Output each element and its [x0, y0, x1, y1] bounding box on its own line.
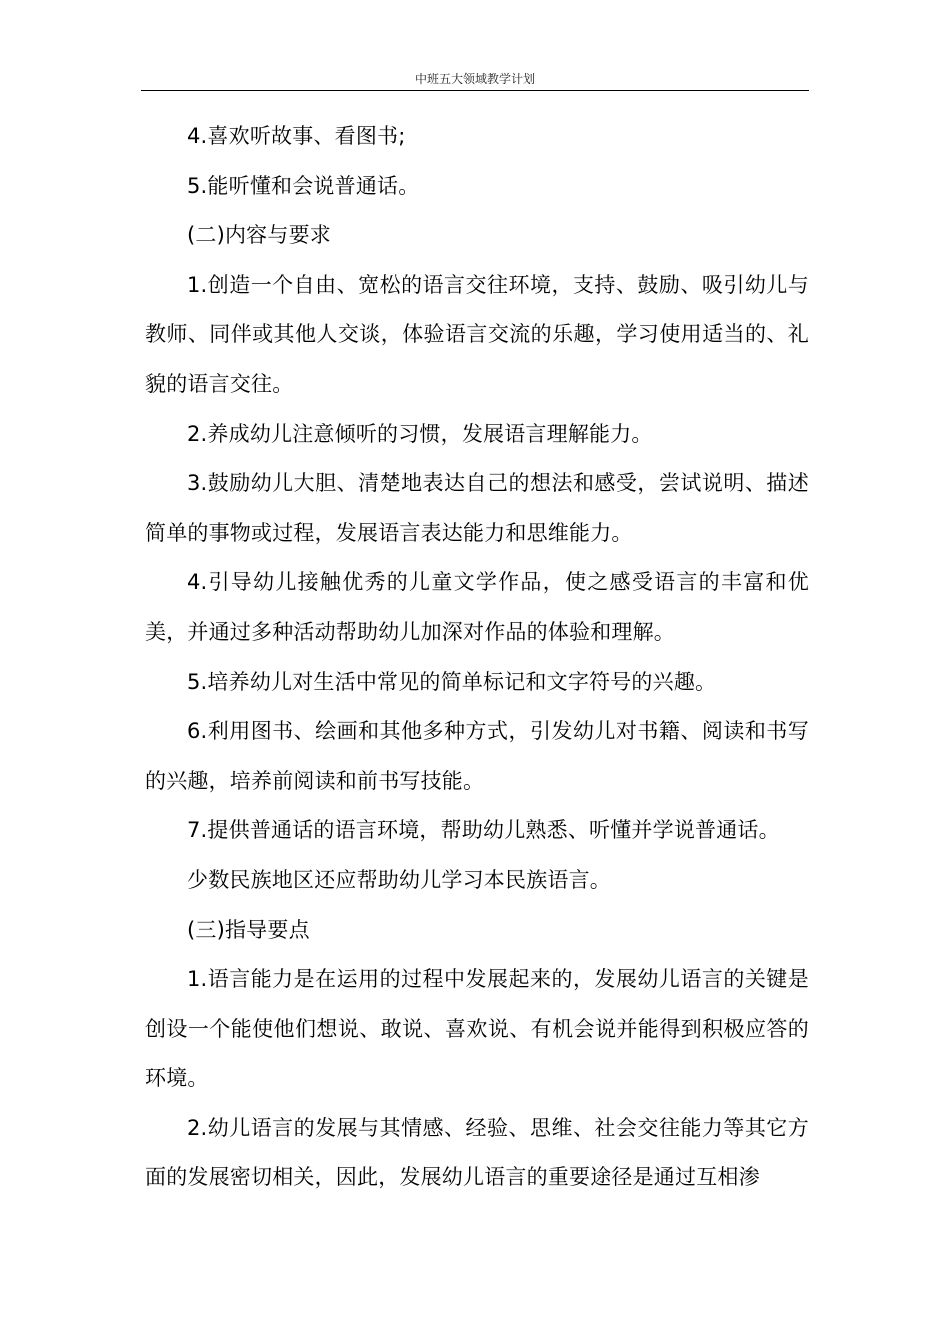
page-header — [141, 72, 809, 91]
paragraph-requirement-7: 7.提供普通话的语言环境，帮助幼儿熟悉、听懂并学说普通话。 — [187, 818, 780, 843]
paragraph-goal-5: 5.能听懂和会说普通话。 — [187, 173, 420, 198]
paragraph-guidance-1: 1.语言能力是在运用的过程中发展起来的，发展幼儿语言的关键是创设一个能使他们想说、敢说、喜欢说、有机会说并能得到积极应答的环境。 — [145, 967, 809, 1091]
paragraph-requirement-2: 2.养成幼儿注意倾听的习惯，发展语言理解能力。 — [187, 421, 653, 446]
paragraph-requirement-3: 3.鼓励幼儿大胆、清楚地表达自己的想法和感受，尝试说明、描述简单的事物或过程，发展语言表达能力和思维能力。 — [145, 471, 809, 545]
page-header-title: 中班五大领域教学计划 — [414, 72, 535, 86]
paragraph-requirement-4: 4.引导幼儿接触优秀的儿童文学作品，使之感受语言的丰富和优美，并通过多种活动帮助幼儿加深对作品的体验和理解。 — [145, 570, 809, 644]
section-heading-content-requirements: (二)内容与要求 — [187, 223, 331, 248]
paragraph-requirement-7-continued: 少数民族地区还应帮助幼儿学习本民族语言。 — [187, 867, 611, 892]
document-body — [145, 112, 809, 1203]
paragraph-requirement-5: 5.培养幼儿对生活中常见的简单标记和文字符号的兴趣。 — [187, 669, 717, 694]
paragraph-requirement-6: 6.利用图书、绘画和其他多种方式，引发幼儿对书籍、阅读和书写的兴趣，培养前阅读和前书写技能。 — [145, 719, 809, 793]
paragraph-guidance-2: 2.幼儿语言的发展与其情感、经验、思维、社会交往能力等其它方面的发展密切相关，因此，发展幼儿语言的重要途径是通过互相渗 — [145, 1115, 809, 1190]
paragraph-goal-4: 4.喜欢听故事、看图书; — [187, 124, 406, 148]
section-heading-guidance-points: (三)指导要点 — [187, 917, 310, 942]
paragraph-requirement-1: 1.创造一个自由、宽松的语言交往环境，支持、鼓励、吸引幼儿与教师、同伴或其他人交谈，体验语言交流的乐趣，学习使用适当的、礼貌的语言交往。 — [145, 272, 809, 396]
